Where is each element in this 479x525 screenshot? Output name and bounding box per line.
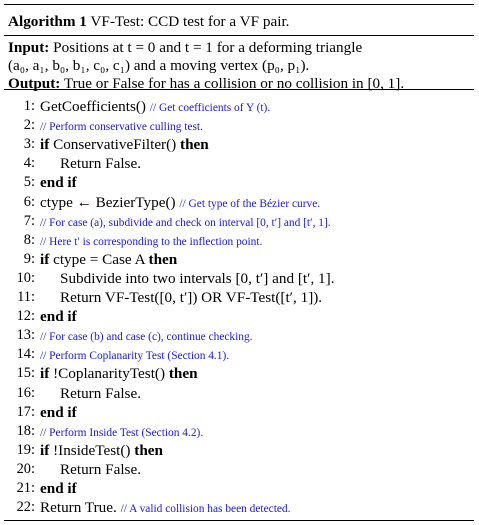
line-number: 18: [16,422,35,439]
line-comment: // For case (a), subdivide and check on interval [0, t′] and [t′, 1]. [40,216,331,229]
line-number: 19: [16,441,35,458]
line-number: 17: [16,403,35,420]
keyword: if [40,441,50,459]
line-number: 5: [23,174,35,191]
keyword: if [40,250,50,268]
keyword: if [40,136,50,154]
top-rule [4,4,474,5]
code-text: !InsideTest() [53,441,131,459]
line-code [40,479,77,498]
line-code [40,498,290,519]
line-comment: // For case (b) and case (c), continue checking. [40,331,253,344]
keyword: then [180,136,209,154]
line-number: 15: [16,365,35,382]
output-line [8,74,404,93]
line-number: 22: [16,499,35,516]
line-code [40,193,320,214]
code-text: GetCoefficients() [40,98,146,115]
keyword: end if [40,308,77,326]
line-code [40,116,203,137]
input-line-2 [8,56,309,75]
line-code [40,173,77,192]
line-code [40,212,331,233]
keyword: if [40,365,50,383]
line-number: 6: [23,193,35,210]
input-text-2: (a₀, a₁, b₀, b₁, c₀, c₁) and a moving vertex (p₀, p₁). [8,57,310,74]
line-code [40,307,77,326]
input-line-1 [8,38,362,57]
line-number: 3: [23,136,35,153]
line-code [60,384,141,403]
keyword: then [134,441,163,459]
line-number: 8: [23,231,35,248]
line-comment: // Here t′ is corresponding to the inflection point. [40,235,263,248]
line-comment: // Perform conservative culling test. [40,121,203,134]
line-code [40,97,270,118]
line-code [40,422,203,443]
line-number: 9: [23,250,35,267]
algorithm-caption [8,12,289,31]
code-text: ctype = Case A [53,250,145,268]
line-comment: // Perform Coplanarity Test (Section 4.1). [40,350,230,363]
line-comment: // Get coefficients of Y (t). [149,102,271,114]
caption-text: VF-Test: CCD test for a VF pair. [90,13,290,30]
line-number: 16: [16,384,35,401]
line-code [40,441,163,460]
caption-label: Algorithm 1 [8,13,87,30]
line-comment: // A valid collision has been detected. [120,503,291,516]
line-code [40,326,253,347]
line-number: 2: [23,117,35,134]
keyword: end if [40,403,77,421]
line-code [40,135,209,154]
code-text: ctype ← BezierType() [40,193,176,211]
code-text: Return False. [60,460,141,478]
line-code [60,460,141,479]
code-text: Return VF-Test([0, t′]) OR VF-Test([t′, 1]). [60,289,323,306]
line-code [40,250,177,269]
line-code [60,269,335,288]
keyword: end if [40,174,77,192]
line-number: 14: [16,346,35,363]
code-text: !CoplanarityTest() [53,365,166,383]
bottom-rule [4,520,474,521]
line-code [40,231,262,252]
line-number: 1: [23,98,35,114]
line-code [40,364,198,383]
line-code [40,345,229,366]
input-label: Input: [8,39,50,56]
code-text: Subdivide into two intervals [0, t′] and [t′, 1]. [60,269,335,287]
line-number: 20: [16,460,35,477]
output-label: Output: [8,75,61,92]
line-number: 13: [16,327,35,344]
header-rule [4,89,474,90]
line-number: 4: [23,155,35,172]
line-number: 12: [16,308,35,325]
code-text: Return True. [40,499,117,517]
algorithm-box [4,4,474,521]
keyword: then [148,250,178,268]
input-text-1: Positions at t = 0 and t = 1 for a deforming triangle [53,39,363,56]
output-text: True or False for has a collision or no collision in [0, 1]. [63,75,405,92]
keyword: end if [40,480,77,497]
line-comment: // Get type of the Bézier curve. [179,197,321,210]
line-code [60,288,322,307]
line-comment: // Perform Inside Test (Section 4.2). [40,426,204,439]
line-number: 10: [16,269,35,286]
line-number: 21: [16,480,35,496]
code-text: ConservativeFilter() [53,136,177,154]
code-text: Return False. [60,384,141,402]
line-code [60,154,141,173]
keyword: then [168,365,198,383]
line-number: 7: [23,212,35,229]
code-text: Return False. [60,155,141,173]
line-number: 11: [17,289,35,305]
caption-rule [4,35,474,36]
line-code [40,403,77,422]
